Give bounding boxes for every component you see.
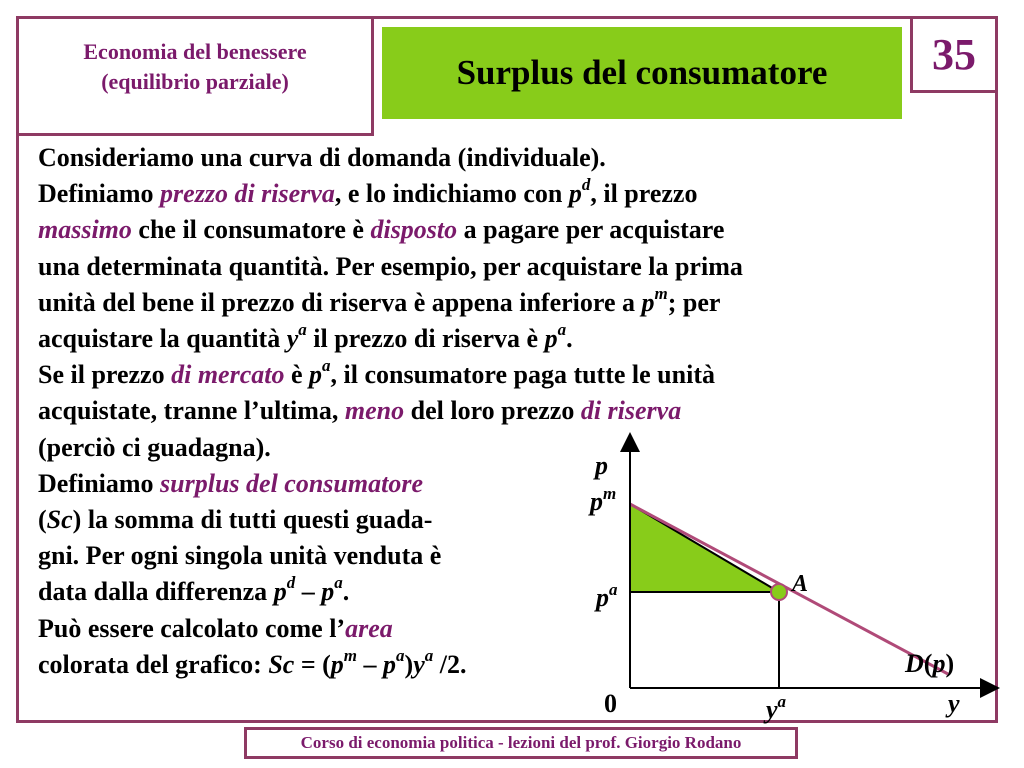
slide-title: Surplus del consumatore	[382, 27, 902, 119]
text-line: Consideriamo una curva di domanda (individuale).	[38, 143, 606, 172]
text-line: una determinata quantità. Per esempio, per acquistare la prima	[38, 251, 743, 281]
text-line: Può essere calcolato come l’area	[38, 613, 393, 643]
label-point-a: A	[792, 571, 809, 597]
page-number: 35	[910, 16, 998, 93]
course-line-2: (equilibrio parziale)	[101, 69, 289, 94]
axis-label-y: y	[948, 689, 960, 718]
term-meno: meno	[344, 396, 405, 426]
text-line: Definiamo surplus del consumatore	[38, 468, 423, 498]
axis-label-p: p	[595, 451, 608, 480]
label-demand: D(p)	[905, 649, 955, 678]
term-di-mercato: di mercato	[171, 360, 285, 390]
term-disposto: disposto	[370, 215, 458, 245]
text-line: massimo che il consumatore è disposto a pagare per acquistare	[38, 215, 725, 245]
demand-graph	[580, 430, 1000, 730]
course-title-box	[16, 16, 374, 136]
text-line: data dalla differenza $p^d - p^a$.	[38, 573, 350, 607]
term-surplus: surplus del consumatore	[160, 468, 423, 498]
term-di-riserva: di riserva	[580, 396, 682, 426]
text-line: Definiamo prezzo di riserva, e lo indichiamo con $p^d$, il prezzo	[38, 175, 698, 209]
text-line: unità del bene il prezzo di riserva è appena inferiore a $p^m$; per	[38, 283, 721, 317]
text-line: acquistate, tranne l’ultima, meno del loro prezzo di riserva	[38, 396, 682, 426]
text-line: acquistare la quantità $y^a$ il prezzo di riserva è $p^a$.	[38, 320, 573, 354]
point-a	[771, 584, 787, 600]
term-massimo: massimo	[38, 215, 132, 245]
text-line: Se il prezzo di mercato è $p^a$, il consumatore paga tutte le unità	[38, 356, 715, 390]
text-line: (Sc) la somma di tutti questi guada-	[38, 505, 433, 535]
label-ya: $y^a$	[766, 692, 787, 724]
term-area: area	[345, 613, 393, 643]
label-origin: 0	[604, 689, 617, 718]
footer: Corso di economia politica - lezioni del prof. Giorgio Rodano	[244, 727, 798, 759]
text-line: gni. Per ogni singola unità venduta è	[38, 541, 442, 571]
text-line: colorata del grafico: $Sc = (p^m - p^a)y^a$ /2.	[38, 645, 467, 679]
text-line: (perciò ci guadagna).	[38, 432, 271, 462]
term-prezzo-di-riserva: prezzo di riserva	[160, 179, 335, 209]
label-pa: $p^a$	[596, 580, 618, 612]
course-line-1: Economia del benessere	[83, 39, 307, 64]
label-pm: $p^m$	[590, 484, 617, 516]
